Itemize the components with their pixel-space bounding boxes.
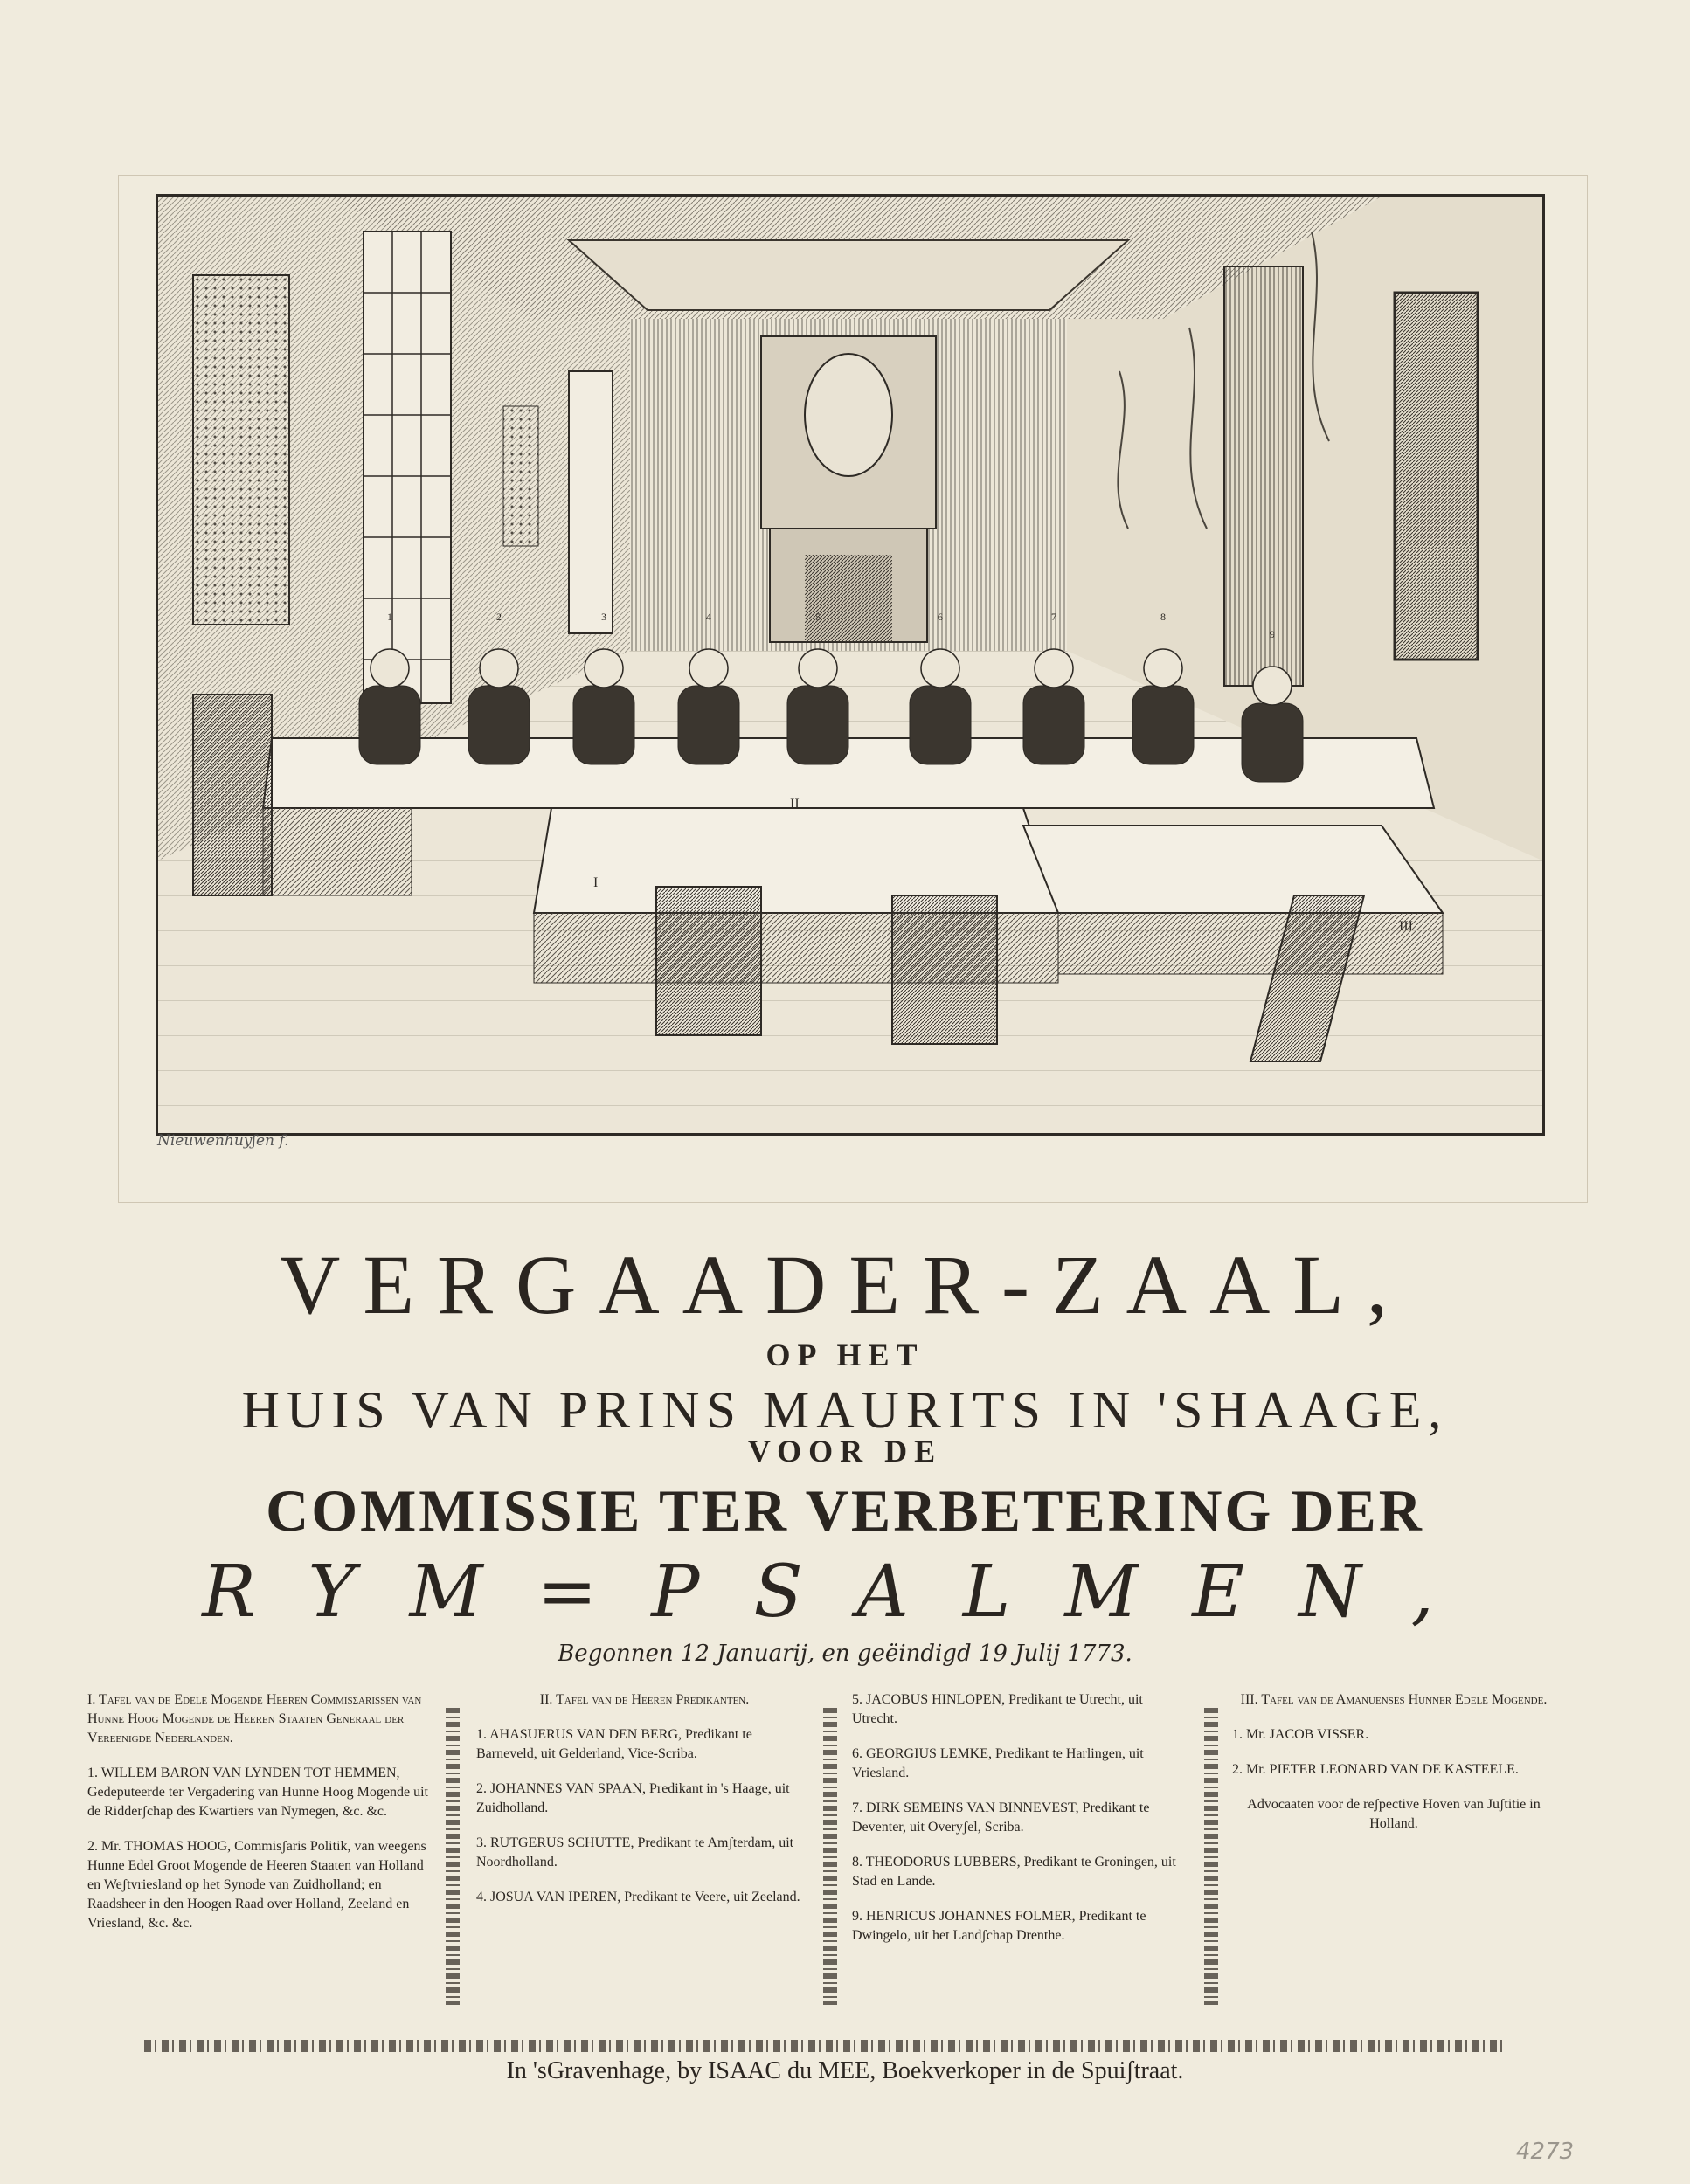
list-item: 2. Mr. PIETER LEONARD VAN DE KASTEELE.	[1232, 1762, 1519, 1777]
chair-left	[193, 695, 272, 895]
engraving-assembly-hall	[156, 194, 1545, 1136]
list-item: 2. Mr. THOMAS HOOG, Commisʃaris Politik, van weegens Hunne Edel Groot Mogende de Heeren Staaten van Holland en Weʃtvriesland op het Synode van Zuidholland; en Raadsheer in den Hoogen Raad over Holland, Zeeland en Vriesland, &c. &c.	[87, 1839, 426, 1931]
advocates-note: Advocaaten voor de reʃpective Hoven van Juʃtitie in Holland.	[1247, 1797, 1541, 1831]
table-label-ii: II	[790, 797, 800, 812]
seat-number: 2	[496, 611, 502, 623]
list-item: 2. JOHANNES VAN SPAAN, Predikant in 's Haage, uit Zuidholland.	[476, 1781, 790, 1815]
list-item: 7. DIRK SEMEINS VAN BINNEVEST, Predikant te Deventer, uit Overyʃel, Scriba.	[852, 1800, 1150, 1835]
chair-foreground-3	[892, 895, 997, 1044]
table-i-heading: I. Tafel van de Edele Mogende Heeren Commisʃarissen van Hunne Hoog Mogende de Heeren Staaten Generaal der Vereenigde Nederlanden.	[87, 1692, 422, 1745]
chain-border-divider	[823, 1708, 837, 2005]
cartouche	[805, 354, 892, 476]
list-item: 5. JACOBUS HINLOPEN, Predikant te Utrecht, uit Utrecht.	[852, 1692, 1143, 1726]
list-item: 1. WILLEM BARON VAN LYNDEN TOT HEMMEN, Gedeputeerde ter Vergadering van Hunne Hoog Mogende uit de Ridderʃchap des Kwartiers van Nymegen, &c. &c.	[87, 1766, 428, 1819]
tapestry-left	[193, 275, 289, 625]
table-iii-heading: III. Tafel van de Amanuenses Hunner Edele Mogende.	[1240, 1692, 1548, 1707]
window-large	[364, 232, 451, 703]
title-commissie: COMMISSIE TER VERBETERING DER	[266, 1477, 1424, 1544]
column-table-i	[87, 1690, 437, 1949]
seat-number: 6	[938, 611, 943, 623]
engraving-illustration	[158, 197, 1542, 1133]
list-item: 6. GEORGIUS LEMKE, Predikant te Harlingen, uit Vriesland.	[852, 1746, 1144, 1780]
table-label-iii: III	[1399, 919, 1413, 934]
title-rym-psalmen: RYM=PSALMEN,	[202, 1551, 1488, 1634]
list-item: 3. RUTGERUS SCHUTTE, Predikant te Amʃterdam, uit Noordholland.	[476, 1835, 794, 1870]
seat-number: 1	[387, 611, 392, 623]
fireplace-opening	[805, 555, 892, 642]
table-ii-cloth	[263, 808, 412, 895]
list-item: 1. AHASUERUS VAN DEN BERG, Predikant te Barneveld, uit Gelderland, Vice-Scriba.	[476, 1727, 752, 1761]
chain-border-divider	[1204, 1708, 1218, 2005]
seat-number: 3	[601, 611, 606, 623]
table-label-i: I	[593, 875, 599, 890]
list-item: 4. JOSUA VAN IPEREN, Predikant te Veere, uit Zeeland.	[476, 1890, 800, 1904]
list-item: 1. Mr. JACOB VISSER.	[1232, 1727, 1369, 1742]
table-ii-heading: II. Tafel van de Heeren Predikanten.	[539, 1692, 750, 1707]
tapestry-left-small	[503, 406, 538, 546]
table-iii-cloth	[1058, 913, 1443, 974]
column-table-ii-part1	[476, 1690, 813, 1923]
chain-border-divider	[446, 1708, 460, 2005]
column-table-iii	[1232, 1690, 1555, 1849]
pencil-inventory-number: 4273	[1516, 2139, 1575, 2165]
title-huis-van-prins-maurits: HUIS VAN PRINS MAURITS IN 'SHAAGE,	[241, 1381, 1449, 1439]
title-vergaader-zaal: VERGAADER-ZAAL,	[280, 1238, 1410, 1331]
title-op-het: OP HET	[765, 1337, 925, 1372]
title-voor-de: VOOR DE	[747, 1434, 943, 1469]
seat-number: 5	[815, 611, 821, 623]
chair-foreground-2	[656, 887, 761, 1035]
seat-number: 8	[1160, 611, 1166, 623]
ceiling-panel	[569, 240, 1128, 310]
seat-number: 4	[706, 611, 711, 623]
seat-number: 7	[1051, 611, 1056, 623]
window-small	[569, 371, 613, 633]
column-table-ii-part2	[852, 1690, 1184, 1961]
engraver-signature: Nieuwenhuyʃen f.	[157, 1132, 289, 1150]
mirror-right	[1395, 293, 1478, 660]
list-item: 9. HENRICUS JOHANNES FOLMER, Predikant te Dwingelo, uit het Landʃchap Drenthe.	[852, 1909, 1146, 1943]
title-dates: Begonnen 12 Januarij, en geëindigd 19 Julij 1773.	[558, 1641, 1132, 1667]
publisher-imprint: In 'sGravenhage, by ISAAC du MEE, Boekverkoper in de Spuiʃtraat.	[506, 2057, 1184, 2084]
door	[1224, 266, 1303, 686]
seat-number: 9	[1270, 628, 1275, 640]
chain-border-horizontal	[144, 2040, 1507, 2052]
list-item: 8. THEODORUS LUBBERS, Predikant te Groningen, uit Stad en Lande.	[852, 1855, 1176, 1889]
table-iii-top	[1023, 826, 1443, 913]
